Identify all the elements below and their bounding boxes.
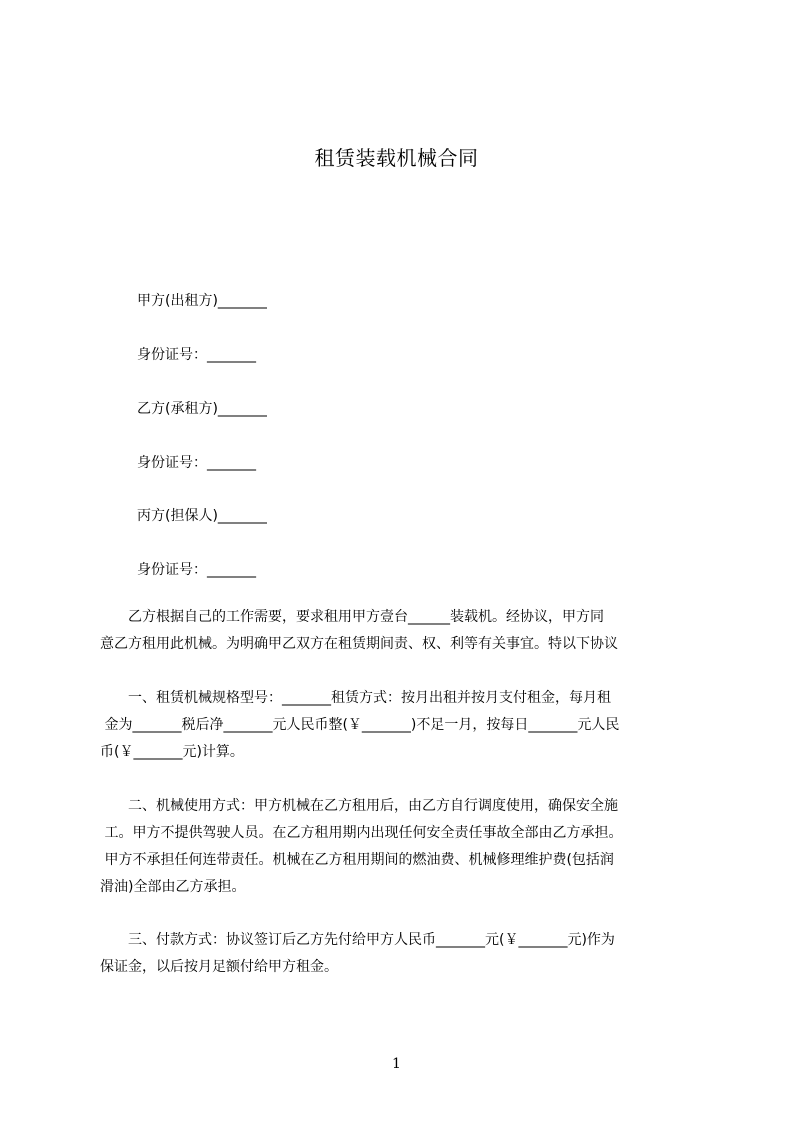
- paragraph-line: 保证金，以后按月足额付给甲方租金。: [100, 959, 338, 975]
- party-c-line: 丙方(担保人)_______: [137, 508, 267, 524]
- paragraph-line: 乙方根据自己的工作需要，要求租用甲方壹台______装载机。经协议，甲方同: [100, 609, 604, 625]
- clause-1-paragraph: [100, 685, 698, 766]
- party-c-id-line: 身份证号：_______: [137, 562, 256, 578]
- paragraph-line: 币(￥_______元)计算。: [100, 744, 244, 760]
- party-a-line: 甲方(出租方)_______: [137, 293, 267, 309]
- party-b-line: 乙方(承租方)_______: [137, 401, 267, 417]
- paragraph-line: 金为_______税后净_______元人民币整(￥_______)不足一月，按每日_______元人民: [100, 717, 620, 733]
- clause-3-paragraph: [100, 927, 698, 981]
- document-title: 租赁装载机械合同: [314, 146, 479, 170]
- paragraph-line: 意乙方租用此机械。为明确甲乙双方在租赁期间责、权、利等有关事宜。特以下协议: [100, 636, 618, 652]
- paragraph-line: 滑油)全部由乙方承担。: [100, 879, 246, 895]
- party-b-id-line: 身份证号：_______: [137, 455, 256, 471]
- clause-2-paragraph: [100, 793, 698, 901]
- party-a-id-line: 身份证号：_______: [137, 347, 256, 363]
- paragraph-line: 甲方不承担任何连带责任。机械在乙方租用期间的燃油费、机械修理维护费(包括润: [100, 852, 614, 868]
- paragraph-line: 三、付款方式：协议签订后乙方先付给甲方人民币_______元(￥_______元)作为: [100, 932, 615, 948]
- paragraph-line: 工。甲方不提供驾驶人员。在乙方租用期内出现任何安全责任事故全部由乙方承担。: [100, 825, 623, 841]
- paragraph-line: 二、机械使用方式：甲方机械在乙方租用后，由乙方自行调度使用，确保安全施: [100, 798, 618, 814]
- paragraph-line: 一、租赁机械规格型号：_______租赁方式：按月出租并按月支付租金，每月租: [100, 690, 611, 706]
- intro-paragraph: [100, 604, 698, 658]
- page-number: 1: [392, 1056, 401, 1072]
